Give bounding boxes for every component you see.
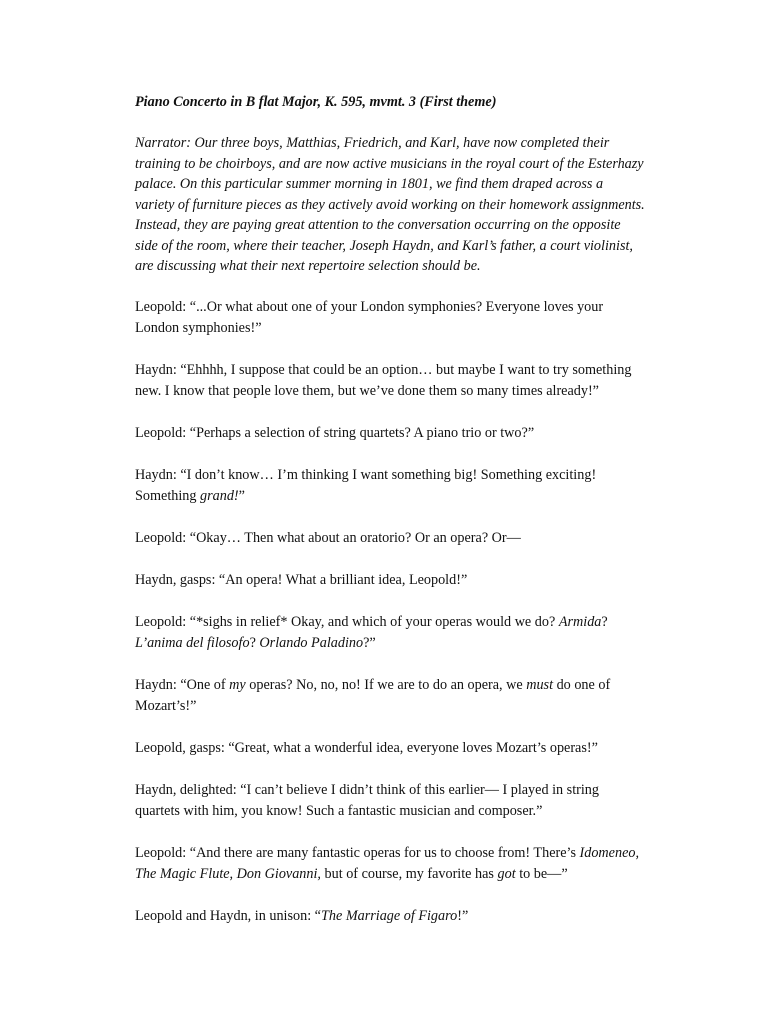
dialogue-text: Haydn: “One of xyxy=(135,676,230,693)
narrator-paragraph xyxy=(135,133,683,277)
narrator-line: training to be choirboys, and are now active musicians in the royal court of the Esterhazy xyxy=(135,155,644,172)
dialogue-text: ” xyxy=(238,487,245,504)
narrator-line: variety of furniture pieces as they actively avoid working on their homework assignments. xyxy=(135,196,645,213)
dialogue-text: but of course, my favorite has xyxy=(320,865,498,882)
dialogue-text: new. I know that people love them, but we’ve done them so many times already!” xyxy=(135,382,599,399)
dialogue-text: ? xyxy=(601,613,608,630)
dialogue-text: Leopold: “And there are many fantastic operas for us to choose from! There’s xyxy=(135,844,580,861)
dialogue-text-line xyxy=(135,675,678,696)
dialogue-leopold-5 xyxy=(135,738,678,759)
narrator-line: Narrator: Our three boys, Matthias, Friedrich, and Karl, have now completed their xyxy=(135,135,610,151)
narrator-line: are discussing what their next repertoire selection should be. xyxy=(135,258,481,274)
page-title: Piano Concerto in B flat Major, K. 595, mvmt. 3 (First theme) xyxy=(135,94,497,110)
emphasis-text: got xyxy=(497,865,516,882)
narrator-line: palace. On this particular summer morning in 1801, we find them draped across a xyxy=(135,176,604,192)
dialogue-leopold-4 xyxy=(135,612,678,654)
dialogue-text: operas? No, no, no! If we are to do an opera, we xyxy=(245,676,527,693)
dialogue-haydn-4 xyxy=(135,675,678,717)
dialogue-text: Mozart’s!” xyxy=(135,697,197,714)
dialogue-leopold-2 xyxy=(135,423,678,444)
narrator-line: side of the room, where their teacher, Joseph Haydn, and Karl’s father, a court violinist, xyxy=(135,237,633,254)
dialogue-text: !” xyxy=(457,907,469,924)
opera-title: L’anima del filosofo xyxy=(135,634,250,651)
narrator-line: Instead, they are paying great attention to the conversation occurring on the opposite xyxy=(135,217,621,233)
dialogue-haydn-5 xyxy=(135,780,678,822)
dialogue-text: Something xyxy=(135,487,201,504)
dialogue-text: Leopold: “Perhaps a selection of string quartets? A piano trio or two?” xyxy=(135,424,535,441)
dialogue-text: do one of xyxy=(553,676,611,693)
opera-title: The Marriage of Figaro xyxy=(320,907,458,924)
emphasis-text: must xyxy=(526,676,554,693)
dialogue-text: Haydn, gasps: “An opera! What a brilliant idea, Leopold!” xyxy=(135,571,468,588)
dialogue-text: Haydn, delighted: “I can’t believe I didn’t think of this earlier— I played in string xyxy=(135,781,599,798)
dialogue-text: Leopold, gasps: “Great, what a wonderful idea, everyone loves Mozart’s operas!” xyxy=(135,739,598,756)
opera-title: The Magic Flute, Don Giovanni, xyxy=(135,865,321,882)
opera-title: Idomeneo, xyxy=(579,844,640,861)
dialogue-text: quartets with him, you know! Such a fantastic musician and composer.” xyxy=(135,802,543,819)
dialogue-leopold-3 xyxy=(135,528,678,549)
dialogue-text: Leopold: “...Or what about one of your London symphonies? Everyone loves your xyxy=(135,298,604,315)
dialogue-text: London symphonies!” xyxy=(135,319,262,336)
dialogue-text: Haydn: “Ehhhh, I suppose that could be an option… but maybe I want to try something xyxy=(135,361,632,378)
dialogue-text: Leopold: “Okay… Then what about an oratorio? Or an opera? Or— xyxy=(135,529,521,546)
emphasis-text: my xyxy=(229,676,246,693)
dialogue-leopold-1 xyxy=(135,297,678,339)
dialogue-text: Leopold: “*sighs in relief* Okay, and which of your operas would we do? xyxy=(135,613,559,630)
dialogue-haydn-2 xyxy=(135,465,678,507)
dialogue-text: ?” xyxy=(363,634,376,651)
dialogue-text-line xyxy=(135,633,678,654)
dialogue-text: Leopold and Haydn, in unison: “ xyxy=(135,907,321,924)
dialogue-text: ? xyxy=(249,634,260,651)
dialogue-text-line xyxy=(135,843,678,864)
dialogue-text: to be—” xyxy=(515,865,568,882)
dialogue-leopold-6 xyxy=(135,843,678,885)
dialogue-text-line xyxy=(135,906,678,927)
dialogue-text-line xyxy=(135,486,678,507)
dialogue-unison xyxy=(135,906,678,927)
dialogue-haydn-3 xyxy=(135,570,678,591)
emphasis-text: grand! xyxy=(200,487,239,504)
dialogue-text: Haydn: “I don’t know… I’m thinking I want something big! Something exciting! xyxy=(135,466,597,483)
dialogue-haydn-1 xyxy=(135,360,678,402)
opera-title: Armida xyxy=(558,613,602,630)
dialogue-text-line xyxy=(135,612,678,633)
opera-title: Orlando Paladino xyxy=(259,634,364,651)
dialogue-text-line xyxy=(135,864,678,885)
